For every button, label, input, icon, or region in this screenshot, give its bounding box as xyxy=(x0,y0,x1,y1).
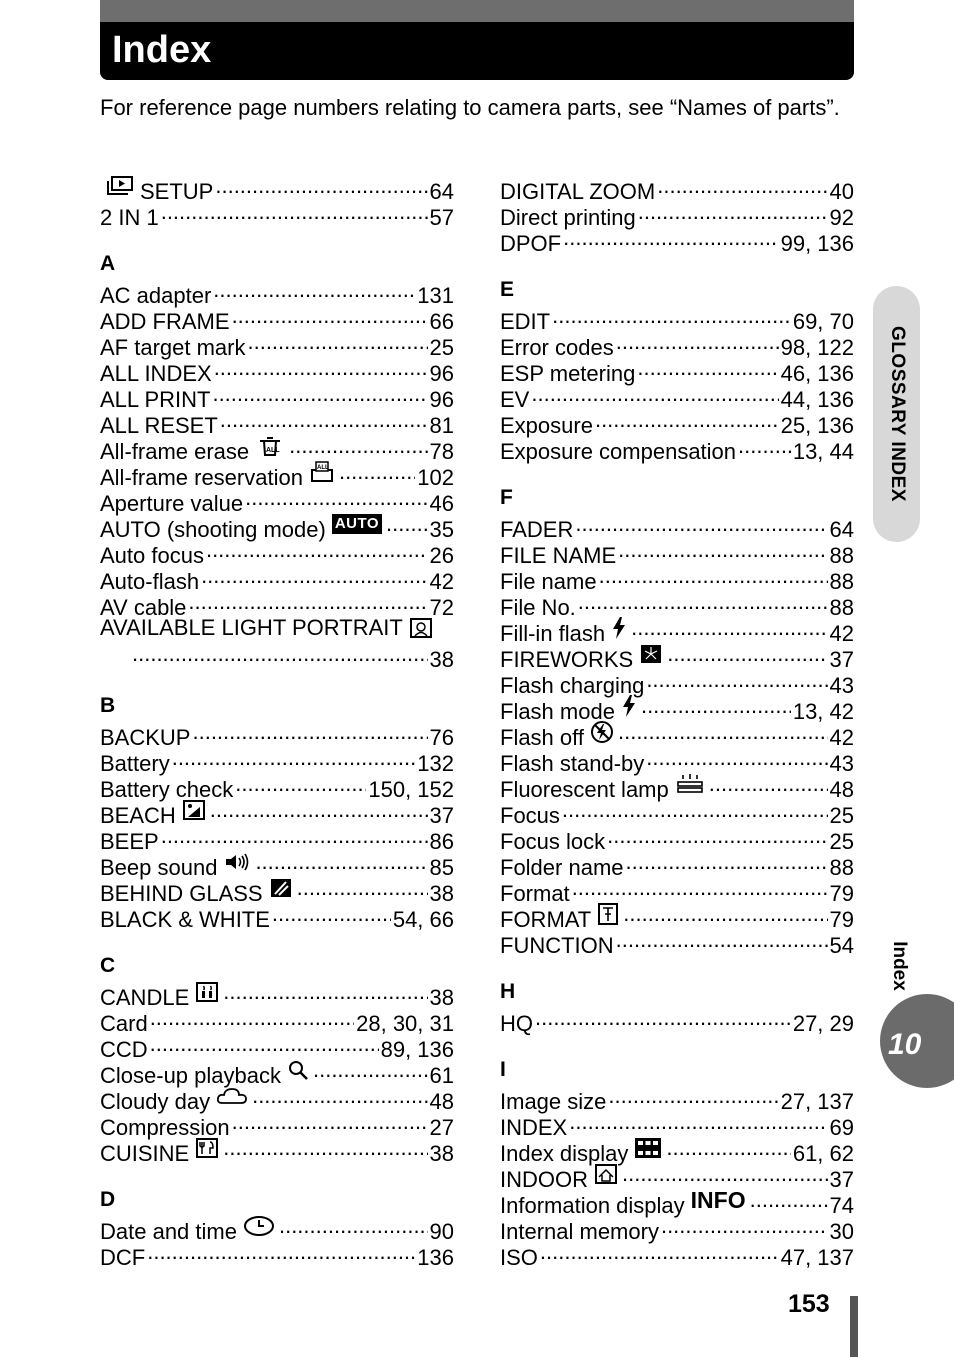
cuisine-icon xyxy=(195,1137,219,1159)
index-entry-page: 42 xyxy=(829,621,854,646)
index-entry-page: 81 xyxy=(429,413,454,438)
dot-leader xyxy=(339,459,415,485)
dot-leader xyxy=(667,641,827,667)
index-entry-label: Auto focus xyxy=(100,543,204,568)
dot-leader xyxy=(595,407,779,433)
index-entry-label: EV xyxy=(500,387,530,412)
index-entry-page: 76 xyxy=(429,725,454,750)
dot-leader xyxy=(223,1135,427,1161)
index-entry-page: 25, 136 xyxy=(780,413,854,438)
index-entry-page: 88 xyxy=(829,855,854,880)
chapter-number: 10 xyxy=(888,1028,922,1061)
index-entry-page: 74 xyxy=(829,1193,854,1218)
index-entry-dcf xyxy=(100,1239,454,1270)
dot-leader xyxy=(575,511,827,537)
index-entry-label: AC adapter xyxy=(100,283,212,308)
index-entry-page: 61, 62 xyxy=(792,1141,854,1166)
index-entry-page: 47, 137 xyxy=(780,1245,854,1270)
index-entry-label: BLACK & WHITE xyxy=(100,907,270,932)
dot-leader xyxy=(255,849,427,875)
dot-leader xyxy=(289,433,427,459)
dot-leader xyxy=(161,199,428,225)
info-icon-text: INFO xyxy=(690,1187,746,1213)
index-entry-page: 28, 30, 31 xyxy=(356,1011,454,1036)
index-entry-page: 37 xyxy=(829,647,854,672)
all-erase-icon xyxy=(255,435,285,457)
index-entry-label: CCD xyxy=(100,1037,148,1062)
index-entry-label: BEACH xyxy=(100,803,176,828)
index-entry-page: 38 xyxy=(429,1141,454,1166)
dot-leader xyxy=(161,823,428,849)
page-bar xyxy=(850,1296,858,1357)
index-entry-label: Index display xyxy=(500,1141,629,1166)
indoor-icon xyxy=(594,1163,618,1185)
dot-leader xyxy=(232,1109,428,1135)
index-entry-page: 131 xyxy=(417,283,454,308)
title-bar xyxy=(100,0,854,80)
dot-leader xyxy=(192,719,427,745)
index-entry-page: 96 xyxy=(429,361,454,386)
index-entry-label: BEEP xyxy=(100,829,159,854)
dot-leader xyxy=(272,901,391,927)
index-entry-label: 2 IN 1 xyxy=(100,205,159,230)
index-entry-label: Beep sound xyxy=(100,855,218,880)
dot-leader xyxy=(637,355,778,381)
dot-leader xyxy=(646,745,827,771)
index-entry-label: Information display xyxy=(500,1193,685,1218)
index-group-c xyxy=(100,953,454,1166)
dot-leader xyxy=(201,563,427,589)
index-entry-page: 64 xyxy=(429,179,454,204)
index-entry-label: Focus xyxy=(500,803,560,828)
dot-leader xyxy=(631,615,827,641)
index-entry-label: DIGITAL ZOOM xyxy=(500,179,656,204)
index-entry-label: ALL PRINT xyxy=(100,387,211,412)
dot-leader xyxy=(709,771,828,797)
index-group-f xyxy=(500,485,854,958)
index-entry-label: AUTO (shooting mode) xyxy=(100,517,326,542)
index-entry-page: 48 xyxy=(829,777,854,802)
index-entry-page: 92 xyxy=(829,205,854,230)
index-entry-page: 38 xyxy=(429,881,454,906)
index-entry-page: 98, 122 xyxy=(780,335,854,360)
index-entry-page: 69, 70 xyxy=(792,309,854,334)
dot-leader xyxy=(661,1213,828,1239)
dot-leader xyxy=(616,329,779,355)
index-entry-page: 38 xyxy=(429,985,454,1010)
index-entry-label: Battery check xyxy=(100,777,234,802)
candle-icon xyxy=(195,981,219,1003)
index-entry-label: Cloudy day xyxy=(100,1089,211,1114)
index-entry-page: 99, 136 xyxy=(780,231,854,256)
index-entry-page: 85 xyxy=(429,855,454,880)
dot-leader xyxy=(313,1057,428,1083)
index-entry-label: INDEX xyxy=(500,1115,568,1140)
dot-leader xyxy=(210,797,428,823)
dot-leader xyxy=(147,1239,415,1265)
index-entry-page: 25 xyxy=(829,803,854,828)
index-entry-page: 69 xyxy=(829,1115,854,1140)
dot-leader xyxy=(531,381,778,407)
index-entry-label: FILE NAME xyxy=(500,543,617,568)
side-index-text: Index xyxy=(889,941,910,991)
behind-glass-icon xyxy=(269,877,293,899)
index-entry-label: All-frame erase xyxy=(100,439,250,464)
index-entry-label: ISO xyxy=(500,1245,538,1270)
index-entry-page: 35 xyxy=(429,517,454,542)
dot-leader xyxy=(552,303,791,329)
index-entry-label: HQ xyxy=(500,1011,533,1036)
index-entry-page: 30 xyxy=(829,1219,854,1244)
index-entry-page: 89, 136 xyxy=(380,1037,454,1062)
index-group-i xyxy=(500,1057,854,1270)
index-entry-page: 79 xyxy=(829,881,854,906)
dot-leader xyxy=(608,1083,778,1109)
index-entry-label: Flash charging xyxy=(500,673,645,698)
dot-leader xyxy=(623,901,827,927)
index-entry-fader xyxy=(500,511,854,542)
dot-leader xyxy=(657,173,827,199)
dot-leader xyxy=(252,1083,427,1109)
index-group-e xyxy=(500,277,854,464)
side-tab-label: GLOSSARY INDEX xyxy=(886,326,908,502)
index-column-left xyxy=(100,173,454,1291)
index-entry-page: 27, 137 xyxy=(780,1089,854,1114)
index-letter-heading: B xyxy=(100,694,116,717)
index-entry-page: 90 xyxy=(429,1219,454,1244)
index-entry-label: Compression xyxy=(100,1115,230,1140)
index-entry-label: ADD FRAME xyxy=(100,309,230,334)
dot-leader xyxy=(215,173,427,199)
index-entry-label: Format xyxy=(500,881,570,906)
light-portrait-icon xyxy=(409,617,433,639)
dot-leader xyxy=(212,381,427,407)
info-icon xyxy=(691,1187,746,1213)
index-entry-page: 48 xyxy=(429,1089,454,1114)
index-entry-page: 25 xyxy=(429,335,454,360)
dot-leader xyxy=(150,1031,379,1057)
dot-leader xyxy=(172,745,416,771)
chapter-badge xyxy=(880,994,954,1088)
dot-leader xyxy=(563,225,778,251)
svg-text:ALL: ALL xyxy=(316,465,329,471)
index-entry-label: FADER xyxy=(500,517,574,542)
index-entry-label: Internal memory xyxy=(500,1219,659,1244)
index-entry-ac-adapter xyxy=(100,277,454,308)
index-group-d xyxy=(100,1187,454,1270)
page-title: Index xyxy=(112,29,212,71)
index-entry-label: Image size xyxy=(500,1089,607,1114)
index-entry-page: 132 xyxy=(417,751,454,776)
index-entry-label: AF target mark xyxy=(100,335,246,360)
index-entry-label: CANDLE xyxy=(100,985,190,1010)
intro-text: For reference page numbers relating to camera parts, see “Names of parts”. xyxy=(100,95,840,120)
index-group xyxy=(500,173,854,256)
index-entry-page: 13, 42 xyxy=(792,699,854,724)
page-number: 153 xyxy=(788,1290,830,1318)
index-entry-entry xyxy=(100,641,454,672)
index-entry-label: CUISINE xyxy=(100,1141,190,1166)
index-entry-page: 88 xyxy=(829,543,854,568)
title-top-strip xyxy=(100,0,854,22)
index-entry-page: 42 xyxy=(829,725,854,750)
side-index-label xyxy=(884,934,914,998)
index-entry-label: Exposure xyxy=(500,413,593,438)
format-icon xyxy=(597,902,619,926)
index-entry-label: ESP metering xyxy=(500,361,636,386)
index-entry-label: FIREWORKS xyxy=(500,647,634,672)
dot-leader xyxy=(666,1135,790,1161)
index-letter-heading: I xyxy=(500,1058,506,1081)
index-entry-backup xyxy=(100,719,454,750)
index-entry-page: 37 xyxy=(829,1167,854,1192)
dot-leader xyxy=(297,875,428,901)
dot-leader xyxy=(641,693,791,719)
index-entry-label: ALL INDEX xyxy=(100,361,212,386)
clock-icon xyxy=(243,1215,275,1237)
index-entry-label: INDOOR xyxy=(500,1167,588,1192)
dot-leader xyxy=(607,823,827,849)
index-entry-label: Fluorescent lamp xyxy=(500,777,669,802)
dot-leader xyxy=(599,563,828,589)
auto-mode-icon-text: AUTO xyxy=(332,514,382,534)
index-letter-heading: D xyxy=(100,1188,116,1211)
index-entry-page: 64 xyxy=(829,517,854,542)
index-entry-label: BEHIND GLASS xyxy=(100,881,263,906)
index-entry-close-up-playback xyxy=(100,1057,454,1088)
index-entry-page: 46 xyxy=(429,491,454,516)
index-entry-page: 136 xyxy=(417,1245,454,1270)
index-entry-page: 38 xyxy=(429,647,454,672)
index-entry-page: 150, 152 xyxy=(368,777,454,802)
dot-leader xyxy=(616,927,828,953)
index-entry-label: AVAILABLE LIGHT PORTRAIT xyxy=(100,615,403,640)
index-letter-heading: F xyxy=(500,486,513,509)
index-entry-edit xyxy=(500,303,854,334)
dot-leader xyxy=(569,1109,827,1135)
cloud-icon xyxy=(216,1086,248,1106)
index-entry-page: 46, 136 xyxy=(780,361,854,386)
index-letter-heading: A xyxy=(100,252,116,275)
index-entry-label: File No. xyxy=(500,595,576,620)
index-entry-label: Exposure compensation xyxy=(500,439,737,464)
index-entry-page: 102 xyxy=(417,465,454,490)
svg-text:ALL: ALL xyxy=(266,447,280,454)
playback-setup-icon xyxy=(106,176,134,196)
index-entry-image-size xyxy=(500,1083,854,1114)
dot-leader xyxy=(232,303,428,329)
index-display-icon xyxy=(634,1137,662,1159)
index-entry-label: EDIT xyxy=(500,309,551,334)
dot-leader xyxy=(214,355,428,381)
magnify-icon xyxy=(287,1059,309,1081)
dot-leader xyxy=(150,1005,354,1031)
index-group-b xyxy=(100,693,454,932)
index-entry-page: 61 xyxy=(429,1063,454,1088)
dot-leader xyxy=(638,199,828,225)
index-entry-label: SETUP xyxy=(140,179,214,204)
dot-leader xyxy=(535,1005,791,1031)
index-entry-label: Battery xyxy=(100,751,170,776)
index-entry-page: 86 xyxy=(429,829,454,854)
dot-leader xyxy=(750,1187,828,1213)
index-entry-digital-zoom xyxy=(500,173,854,204)
dot-leader xyxy=(213,277,415,303)
dot-leader xyxy=(132,641,428,667)
index-entry-page: 13, 44 xyxy=(792,439,854,464)
index-entry-label: DCF xyxy=(100,1245,146,1270)
index-entry-candle xyxy=(100,979,454,1010)
dot-leader xyxy=(206,537,428,563)
index-entry-label: DPOF xyxy=(500,231,562,256)
index-entry-hq xyxy=(500,1005,854,1036)
dot-leader xyxy=(247,329,427,355)
index-entry-setup xyxy=(100,173,454,204)
index-entry-label: ALL RESET xyxy=(100,413,218,438)
dot-leader xyxy=(188,589,427,615)
dot-leader xyxy=(618,719,828,745)
index-entry-page: 54 xyxy=(829,933,854,958)
dot-leader xyxy=(646,667,827,693)
index-entry-label: Focus lock xyxy=(500,829,606,854)
index-entry-label: Date and time xyxy=(100,1219,237,1244)
index-entry-available-light-portrait xyxy=(100,615,454,641)
index-letter-heading: H xyxy=(500,980,516,1003)
index-entry-page: 27, 29 xyxy=(792,1011,854,1036)
index-entry-page: 26 xyxy=(429,543,454,568)
dot-leader xyxy=(578,589,828,615)
index-group-a xyxy=(100,251,454,672)
flash-icon xyxy=(621,694,637,718)
index-entry-date-and-time xyxy=(100,1213,454,1244)
index-entry-label: Flash stand-by xyxy=(500,751,645,776)
index-entry-label: Close-up playback xyxy=(100,1063,281,1088)
index-entry-label: All-frame reservation xyxy=(100,465,303,490)
index-entry-page: 37 xyxy=(429,803,454,828)
index-entry-iso xyxy=(500,1239,854,1270)
glossary-index-tab[interactable] xyxy=(873,286,920,542)
index-entry-label: Flash mode xyxy=(500,699,615,724)
beach-icon xyxy=(182,799,206,821)
index-entry-page: 54, 66 xyxy=(392,907,454,932)
index-letter-heading: E xyxy=(500,278,515,301)
dot-leader xyxy=(235,771,366,797)
index-entry-page: 42 xyxy=(429,569,454,594)
dot-leader xyxy=(626,849,828,875)
dot-leader xyxy=(220,407,428,433)
index-entry-label: AV cable xyxy=(100,595,187,620)
dot-leader xyxy=(540,1239,779,1265)
index-entry-label: Folder name xyxy=(500,855,624,880)
flash-icon xyxy=(611,616,627,640)
index-entry-label: BACKUP xyxy=(100,725,191,750)
index-letter-heading: C xyxy=(100,954,116,977)
index-entry-page: 44, 136 xyxy=(780,387,854,412)
index-entry-page: 72 xyxy=(429,595,454,620)
index-entry-label: Auto-flash xyxy=(100,569,200,594)
index-entry-label: Direct printing xyxy=(500,205,636,230)
index-group-h xyxy=(500,979,854,1036)
dot-leader xyxy=(223,979,427,1005)
index-entry-page: 25 xyxy=(829,829,854,854)
dot-leader xyxy=(618,537,827,563)
dot-leader xyxy=(738,433,791,459)
index-column-right xyxy=(500,173,854,1291)
index-entry-page: 43 xyxy=(829,673,854,698)
index-entry-page: 88 xyxy=(829,569,854,594)
all-reserve-icon xyxy=(309,461,335,483)
index-entry-label: File name xyxy=(500,569,597,594)
dot-leader xyxy=(245,485,427,511)
index-entry-page: 27 xyxy=(429,1115,454,1140)
beep-sound-icon xyxy=(223,852,251,872)
index-entry-page: 43 xyxy=(829,751,854,776)
auto-mode-icon xyxy=(332,514,382,534)
index-entry-card xyxy=(100,1005,454,1036)
index-entry-label: FORMAT xyxy=(500,907,592,932)
index-entry-label: Error codes xyxy=(500,335,614,360)
dot-leader xyxy=(562,797,828,823)
index-entry-label: Card xyxy=(100,1011,148,1036)
index-entry-page: 96 xyxy=(429,387,454,412)
index-entry-page: 88 xyxy=(829,595,854,620)
dot-leader xyxy=(386,511,427,537)
flash-off-icon xyxy=(590,720,614,744)
index-entry-page: 66 xyxy=(429,309,454,334)
fireworks-icon xyxy=(639,643,663,665)
index-entry-page: 57 xyxy=(429,205,454,230)
dot-leader xyxy=(279,1213,428,1239)
index-entry-page: 79 xyxy=(829,907,854,932)
fluorescent-icon xyxy=(675,773,705,795)
index-entry-label: Fill-in flash xyxy=(500,621,606,646)
index-entry-label: FUNCTION xyxy=(500,933,614,958)
dot-leader xyxy=(572,875,828,901)
dot-leader xyxy=(622,1161,828,1187)
index-entry-page: 78 xyxy=(429,439,454,464)
index-entry-page: 40 xyxy=(829,179,854,204)
index-group xyxy=(100,173,454,230)
index-entry-label: Aperture value xyxy=(100,491,244,516)
index-entry-label: Flash off xyxy=(500,725,584,750)
